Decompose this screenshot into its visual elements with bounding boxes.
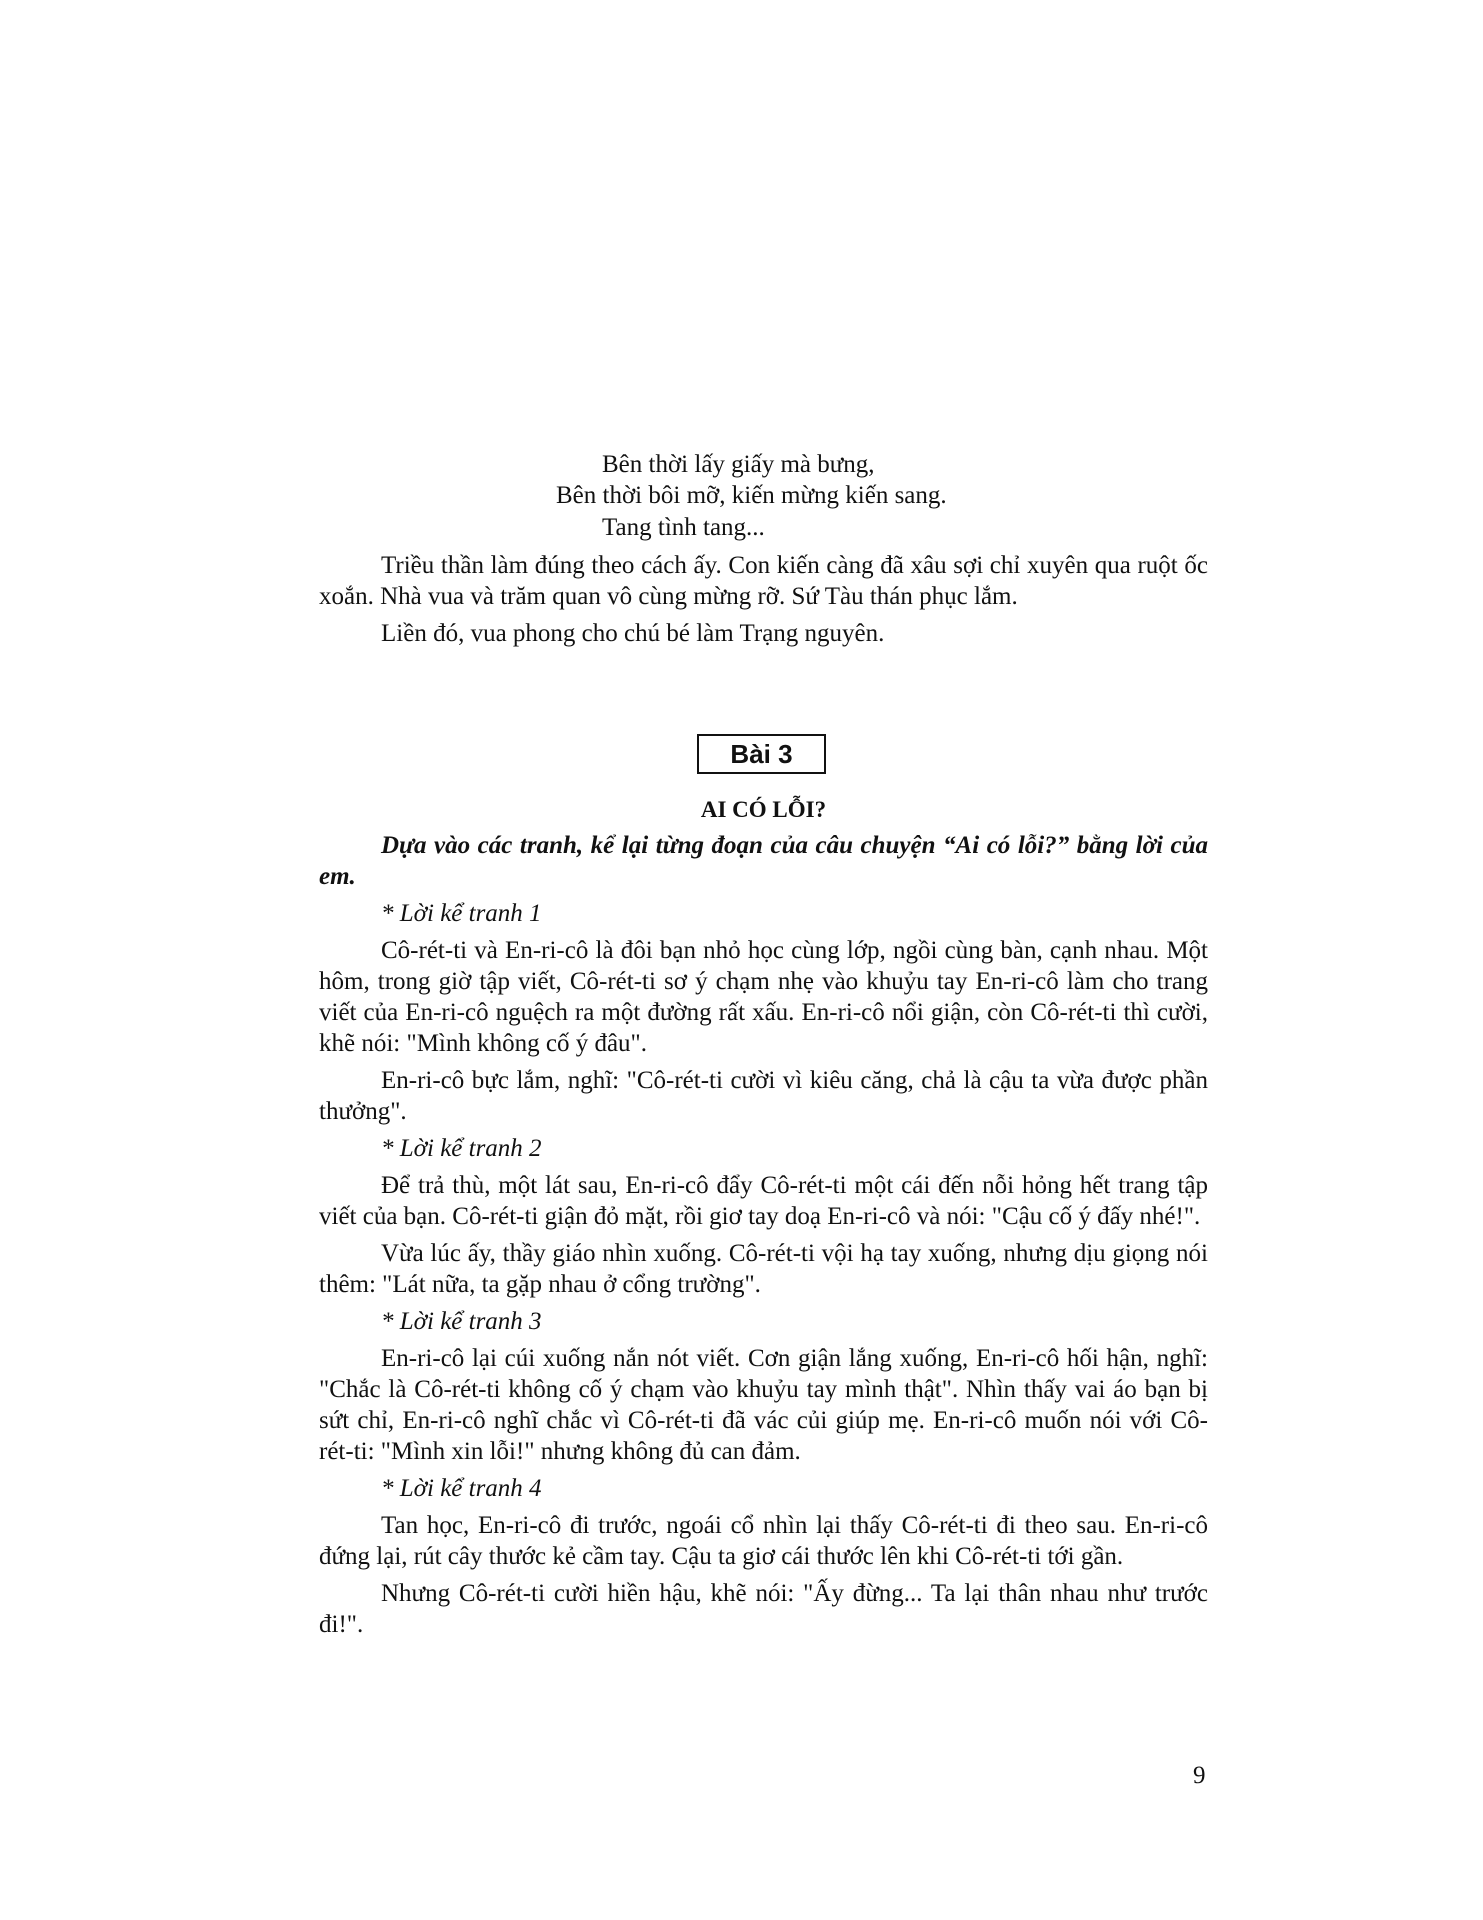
section-heading: * Lời kể tranh 4 bbox=[381, 1475, 542, 1502]
section-heading: * Lời kể tranh 3 bbox=[381, 1308, 542, 1335]
verse-line-2: Bên thời bôi mỡ, kiến mừng kiến sang. bbox=[556, 482, 947, 509]
verse-line-1: Bên thời lấy giấy mà bưng, bbox=[602, 451, 875, 478]
story-paragraph: En-ri-cô bực lắm, nghĩ: "Cô-rét-ti cười vì kiêu căng, chả là cậu ta vừa được phần thưởng". bbox=[319, 1067, 1208, 1125]
instruction: Dựa vào các tranh, kể lại từng đoạn của câu chuyện “Ai có lỗi?” bằng lời của em. bbox=[319, 832, 1208, 890]
lesson-label-box: Bài 3 bbox=[697, 734, 826, 774]
story-text bbox=[319, 830, 1208, 1646]
story-paragraph: Để trả thù, một lát sau, En-ri-cô đẩy Cô-rét-ti một cái đến nỗi hỏng hết trang tập viết của bạn. Cô-rét-ti giận đỏ mặt, rồi giơ tay doạ En-ri-cô và nói: "Cậu cố ý đấy nhé!". bbox=[319, 1172, 1208, 1230]
intro-text bbox=[319, 550, 1208, 655]
story-title: AI CÓ LỖI? bbox=[700, 797, 827, 822]
section-heading: * Lời kể tranh 1 bbox=[381, 900, 542, 927]
story-paragraph: Vừa lúc ấy, thầy giáo nhìn xuống. Cô-rét-ti vội hạ tay xuống, nhưng dịu giọng nói thêm: "Lát nữa, ta gặp nhau ở cổng trường". bbox=[319, 1240, 1208, 1298]
story-paragraph: Tan học, En-ri-cô đi trước, ngoái cổ nhìn lại thấy Cô-rét-ti đi theo sau. En-ri-cô đứng lại, rút cây thước kẻ cầm tay. Cậu ta giơ cái thước lên khi Cô-rét-ti tới gần. bbox=[319, 1512, 1208, 1570]
story-paragraph: Nhưng Cô-rét-ti cười hiền hậu, khẽ nói: "Ấy đừng... Ta lại thân nhau như trước đi!". bbox=[319, 1580, 1208, 1638]
story-paragraph: En-ri-cô lại cúi xuống nắn nót viết. Cơn giận lắng xuống, En-ri-cô hối hận, nghĩ: "Chắc là Cô-rét-ti không cố ý chạm vào khuỷu tay mình thật". Nhìn thấy vai áo bạn bị sứt chỉ, En-ri-cô nghĩ chắc vì Cô-rét-ti đã vác củi giúp mẹ. En-ri-cô muốn nói với Cô-rét-ti: "Mình xin lỗi!" nhưng không đủ can đảm. bbox=[319, 1345, 1208, 1465]
story-paragraph: Cô-rét-ti và En-ri-cô là đôi bạn nhỏ học cùng lớp, ngồi cùng bàn, cạnh nhau. Một hôm, trong giờ tập viết, Cô-rét-ti sơ ý chạm nhẹ vào khuỷu tay En-ri-cô làm cho trang viết của En-ri-cô nguệch ra một đường rất xấu. En-ri-cô nổi giận, còn Cô-rét-ti thì cười, khẽ nói: "Mình không cố ý đâu". bbox=[319, 937, 1208, 1057]
verse-line-3: Tang tình tang... bbox=[602, 514, 765, 541]
section-heading: * Lời kể tranh 2 bbox=[381, 1135, 542, 1162]
intro-paragraph: Liền đó, vua phong cho chú bé làm Trạng nguyên. bbox=[381, 620, 885, 647]
intro-paragraph: Triều thần làm đúng theo cách ấy. Con kiến càng đã xâu sợi chỉ xuyên qua ruột ốc xoắn. Nhà vua và trăm quan vô cùng mừng rỡ. Sứ Tàu thán phục lắm. bbox=[319, 552, 1208, 610]
page-number: 9 bbox=[1193, 1762, 1206, 1789]
